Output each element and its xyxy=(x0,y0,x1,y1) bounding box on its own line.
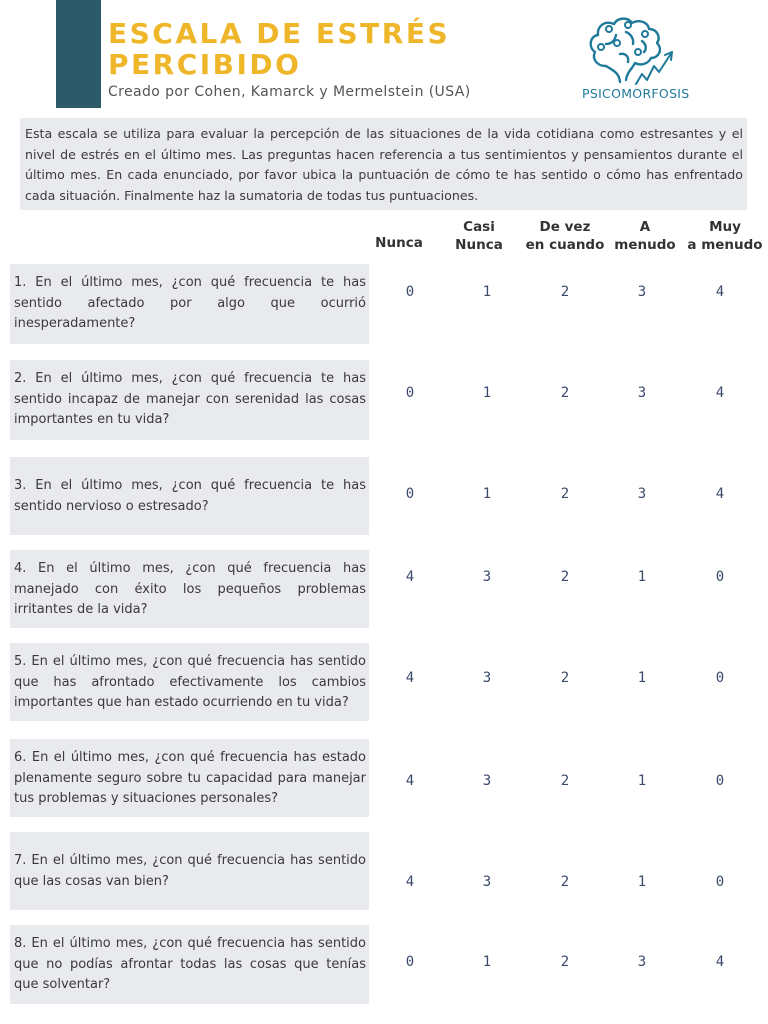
column-header-muy-a-menudo: Muy a menudo xyxy=(687,219,763,253)
score-option[interactable]: 2 xyxy=(560,569,570,585)
question-text: 3. En el último mes, ¿con qué frecuencia te has sentido nervioso o estresado? xyxy=(14,478,366,514)
score-option[interactable]: 1 xyxy=(482,284,492,300)
score-option[interactable]: 4 xyxy=(405,874,415,890)
column-header-nunca: Nunca xyxy=(375,235,423,251)
score-option[interactable]: 0 xyxy=(405,954,415,970)
brain-growth-icon xyxy=(586,14,681,89)
question-row xyxy=(10,457,369,535)
brand-logo xyxy=(578,14,728,104)
score-option[interactable]: 3 xyxy=(482,569,492,585)
score-option[interactable]: 3 xyxy=(637,954,647,970)
question-row xyxy=(10,264,369,344)
score-option[interactable]: 0 xyxy=(405,284,415,300)
score-option[interactable]: 0 xyxy=(715,773,725,789)
column-header-casi-nunca: Casi Nunca xyxy=(455,219,503,253)
column-header-a-menudo: A menudo xyxy=(614,219,676,253)
score-option[interactable]: 2 xyxy=(560,486,570,502)
question-text: 2. En el último mes, ¿con qué frecuencia te has sentido incapaz de manejar con serenidad las cosas importantes en tu vida? xyxy=(14,371,366,427)
score-option[interactable]: 0 xyxy=(715,569,725,585)
score-option[interactable]: 2 xyxy=(560,874,570,890)
score-option[interactable]: 3 xyxy=(637,385,647,401)
score-option[interactable]: 2 xyxy=(560,954,570,970)
score-option[interactable]: 2 xyxy=(560,670,570,686)
instructions-text: Esta escala se utiliza para evaluar la percepción de las situaciones de la vida cotidiana como estresantes y el nivel de estrés en el último mes. Las preguntas hacen referencia a tus sentimientos y pensamientos durante el último mes. En cada enunciado, por favor ubica la puntuación de cómo te has sentido o cómo has enfrentado cada situación. Finalmente haz la sumatoria de todas tus puntuaciones. xyxy=(25,126,743,203)
question-text: 5. En el último mes, ¿con qué frecuencia has sentido que has afrontado efectivamente los cambios importantes que han estado ocurriendo en tu vida? xyxy=(14,654,366,710)
instructions-panel xyxy=(20,118,747,210)
question-row xyxy=(10,550,369,628)
score-option[interactable]: 2 xyxy=(560,773,570,789)
score-option[interactable]: 1 xyxy=(482,385,492,401)
score-option[interactable]: 4 xyxy=(405,569,415,585)
score-option[interactable]: 0 xyxy=(715,874,725,890)
question-text: 7. En el último mes, ¿con qué frecuencia has sentido que las cosas van bien? xyxy=(14,853,366,889)
score-option[interactable]: 4 xyxy=(715,385,725,401)
score-option[interactable]: 4 xyxy=(715,284,725,300)
score-option[interactable]: 4 xyxy=(715,486,725,502)
question-row xyxy=(10,739,369,817)
score-option[interactable]: 2 xyxy=(560,385,570,401)
score-option[interactable]: 1 xyxy=(637,569,647,585)
brand-name: PSICOMORFOSIS xyxy=(582,86,690,101)
question-row xyxy=(10,832,369,910)
question-row xyxy=(10,925,369,1004)
question-row xyxy=(10,643,369,721)
score-option[interactable]: 3 xyxy=(482,670,492,686)
question-text: 6. En el último mes, ¿con qué frecuencia has estado plenamente seguro sobre tu capacidad para manejar tus problemas y situaciones personales? xyxy=(14,750,366,806)
score-option[interactable]: 0 xyxy=(405,486,415,502)
score-option[interactable]: 1 xyxy=(637,874,647,890)
score-option[interactable]: 3 xyxy=(482,874,492,890)
question-row xyxy=(10,360,369,440)
score-option[interactable]: 0 xyxy=(405,385,415,401)
question-text: 4. En el último mes, ¿con qué frecuencia has manejado con éxito los pequeños problemas irritantes de la vida? xyxy=(14,561,366,617)
score-option[interactable]: 3 xyxy=(482,773,492,789)
score-option[interactable]: 4 xyxy=(405,670,415,686)
score-option[interactable]: 1 xyxy=(482,954,492,970)
question-text: 8. En el último mes, ¿con qué frecuencia has sentido que no podías afrontar todas las cosas que tenías que solventar? xyxy=(14,936,366,992)
header-accent-bar xyxy=(56,0,101,108)
question-text: 1. En el último mes, ¿con qué frecuencia te has sentido afectado por algo que ocurrió inesperadamente? xyxy=(14,275,366,331)
column-header-de-vez-en-cuando: De vez en cuando xyxy=(525,219,605,253)
score-option[interactable]: 4 xyxy=(405,773,415,789)
score-option[interactable]: 0 xyxy=(715,670,725,686)
score-option[interactable]: 1 xyxy=(637,670,647,686)
page-title: ESCALA DE ESTRÉS PERCIBIDO xyxy=(108,17,451,81)
score-option[interactable]: 3 xyxy=(637,486,647,502)
score-option[interactable]: 4 xyxy=(715,954,725,970)
score-option[interactable]: 3 xyxy=(637,284,647,300)
page-subtitle: Creado por Cohen, Kamarck y Mermelstein (USA) xyxy=(108,84,471,100)
score-option[interactable]: 1 xyxy=(637,773,647,789)
score-option[interactable]: 1 xyxy=(482,486,492,502)
score-option[interactable]: 2 xyxy=(560,284,570,300)
